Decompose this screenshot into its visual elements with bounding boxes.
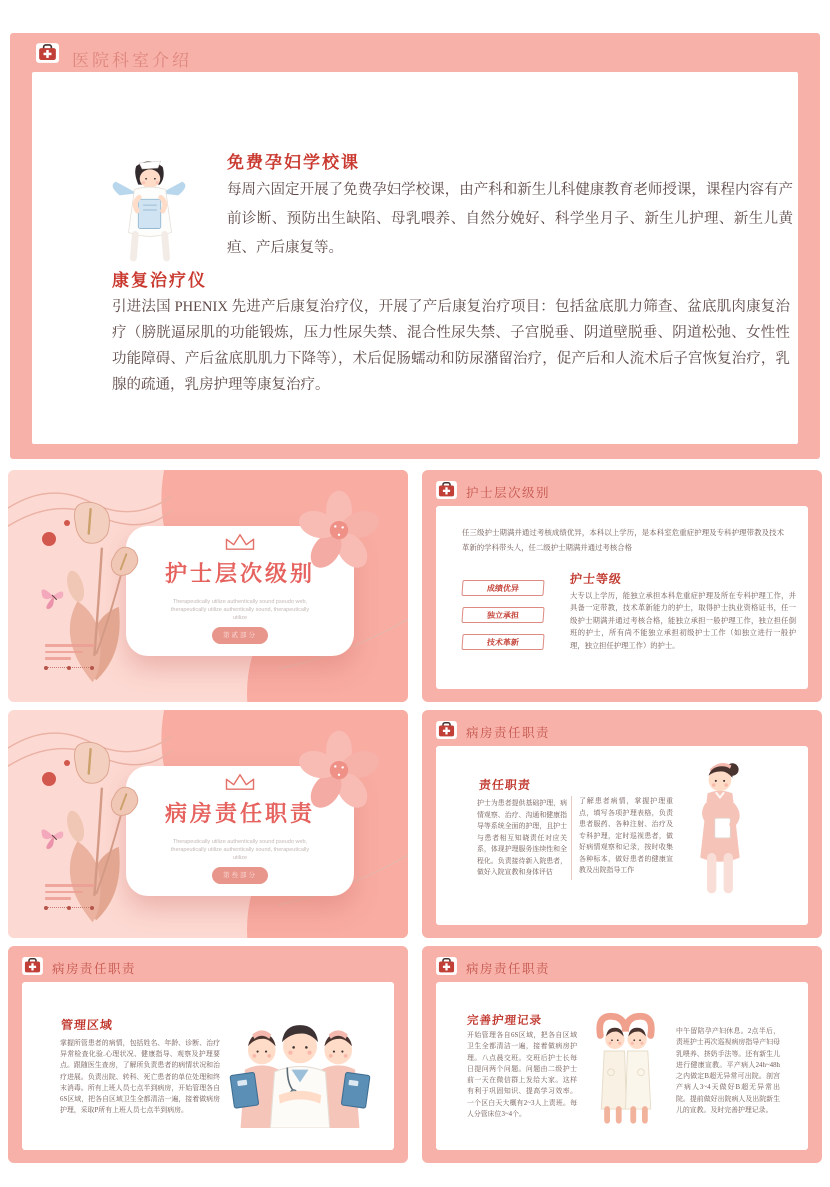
content-slide-nurse-levels[interactable]: [422, 470, 822, 702]
content-slide-management-area[interactable]: [8, 946, 408, 1163]
medkit-icon: [36, 43, 59, 63]
nurse-illustration: [106, 156, 194, 264]
slide-title: 护士层次级别: [164, 561, 315, 586]
title-slide-ward-duty[interactable]: [8, 710, 408, 938]
slide-header-title: 病房责任职责: [466, 726, 551, 740]
slide-header-title: 护士层次级别: [466, 486, 551, 500]
slide-subtitle: Therapeutically utilize authentically sound pseudo web, therapeutically utilize authentically sound, therapeutically utilize: [170, 599, 310, 621]
management-body: 掌握所管患者的病情，包括姓名、年龄、诊断、治疗异常检查化验.心理状况、健康指导、观察及护理要点。跟随医生查房，了解所负责患者的病情状况和治疗进展。负责出院、转科、死亡患者的单位处理和终末消毒。所有上班人员七点半到病房，开始管理各自6S区域，把各自区域卫生全都清洁一遍，接着做病房护理，采取P所有上班人员七点半到病房。: [60, 1040, 220, 1115]
page-header-panel: [10, 33, 820, 459]
page-title: 医院科室介绍: [72, 51, 192, 70]
medkit-icon: [22, 957, 43, 975]
nurse-levels-intro: 任三级护士期满并通过考核成绩优异，本科以上学历，是本科室危重症护理及专科护理带教及技术革新的学科带头人，任二级护士期满并通过考核合格: [462, 528, 784, 552]
section-button[interactable]: 第叁部分: [212, 867, 268, 884]
intro-slide-card: [32, 72, 798, 444]
tag-button-innovation[interactable]: 技术革新: [461, 634, 544, 650]
heart-nurses-illustration: [580, 1004, 672, 1126]
caption-lines-decor: [45, 884, 95, 904]
records-column-right: 中午留陪孕产妇休息。2点半后，责班护士再次巡视病房指导产妇母乳喂养、挤奶手法等。还有新生儿进行健康宣教。平产病人24h~48h之内做定B超无异常可出院。剖宫产病人3~4天做好B超无异常出院。提前做好出院病人及出院新生儿的宣教。及时完善护理记录。: [676, 1028, 780, 1115]
crown-icon: [222, 771, 258, 793]
duty-column-right: 了解患者病情，掌握护理重点，填写各项护理表格，负责患者服药、各种注射、治疗及专科护理，定时巡视患者，做好病情观察和记录，按时收集各种标本，做好患者的健康宣教及出院指导工作: [579, 798, 673, 874]
dotted-line-decor: [45, 667, 93, 668]
tag-button-independent[interactable]: 独立承担: [461, 607, 544, 623]
slide-body-card: [436, 746, 808, 925]
medkit-icon: [436, 481, 457, 499]
duty-heading: 责任职责: [478, 778, 532, 792]
nurse-grade-body: 大专以上学历，能独立承担本科危重症护理及所在专科护理工作，并具备一定带教，技术革新能力的护士，取得护士执业资格证书，任一级护士期满并通过考核合格，能独立承担一般护理工作，独立担任倒班的护士，所有尚不能独立承担初级护士工作（如独立进行一般护理，独立担任护理工作）的护士。: [570, 591, 796, 650]
slide-body-card: [436, 982, 808, 1150]
butterfly-icon: [38, 822, 68, 850]
medkit-icon: [436, 721, 457, 739]
crown-icon: [222, 531, 258, 553]
slide-body-card: [22, 982, 394, 1150]
section-button[interactable]: 第贰部分: [212, 627, 268, 644]
slide-subtitle: Therapeutically utilize authentically sound pseudo web, therapeutically utilize authentically sound, therapeutically utilize: [170, 839, 310, 861]
nurse-illustration: [684, 756, 758, 896]
medical-team-illustration: [225, 1006, 375, 1128]
blossom-illustration: [293, 486, 385, 578]
intro-section-2-body: 引进法国 PHENIX 先进产后康复治疗仪，开展了产后康复治疗项目：包括盆底肌力筛查、盆底肌肉康复治疗（膀胱逼尿肌的功能锻炼，压力性尿失禁、混合性尿失禁、子宫脱垂、阴道壁脱垂、阴道松弛、女性性功能障碍、产后盆底肌肌力下降等），术后促肠蠕动和防尿潴留治疗，促产后和人流术后子宫恢复治疗，乳腺的疏通，乳房护理等康复治疗。: [112, 299, 790, 393]
intro-section-2-heading: 康复治疗仪: [112, 271, 207, 290]
title-slide-nurse-levels[interactable]: [8, 470, 408, 702]
content-slide-ward-duty[interactable]: [422, 710, 822, 938]
slide-body-card: [436, 506, 808, 689]
intro-section-1-heading: 免费孕妇学校课: [227, 153, 360, 172]
content-slide-nursing-records[interactable]: [422, 946, 822, 1163]
nurse-grade-heading: 护士等级: [569, 572, 623, 586]
caption-lines-decor: [45, 644, 95, 664]
tag-button-excellent-grades[interactable]: 成绩优异: [461, 580, 544, 596]
records-heading: 完善护理记录: [466, 1015, 543, 1027]
records-column-left: 开始管理各自6S区域，把各自区域卫生全都清洁一遍，接着做病房护理。八点晨交班。交班后护士长每日提问两个问题。问题由二级护士前一天在微信群上发给大家。这样有利于巩固知识、提高学习效率。一个区白天大概有2~3人上责班。每人分管床位3~4个。: [467, 1032, 577, 1119]
medkit-icon: [436, 957, 457, 975]
slide-header-title: 病房责任职责: [466, 962, 551, 976]
management-heading: 管理区域: [60, 1018, 114, 1032]
intro-section-1-body: 每周六固定开展了免费孕妇学校课，由产科和新生儿科健康教育老师授课，课程内容有产前诊断、预防出生缺陷、母乳喂养、自然分娩好、科学坐月子、新生儿护理、新生儿黄疸、产后康复等。: [227, 182, 793, 256]
slide-title: 病房责任职责: [164, 801, 315, 826]
butterfly-icon: [38, 582, 68, 610]
duty-column-left: 护士为患者提供基础护理，病情观察、治疗、沟通和健康指导等系统全面的护理，且护士与患者相互知晓责任对应关系，体现护理服务连续性和全程化。负责接待新入院患者，做好入院宣教和身体评估: [477, 800, 567, 876]
slide-header-title: 病房责任职责: [52, 962, 137, 976]
blossom-illustration: [293, 726, 385, 818]
column-divider: [571, 796, 572, 880]
dotted-line-decor: [45, 907, 93, 908]
